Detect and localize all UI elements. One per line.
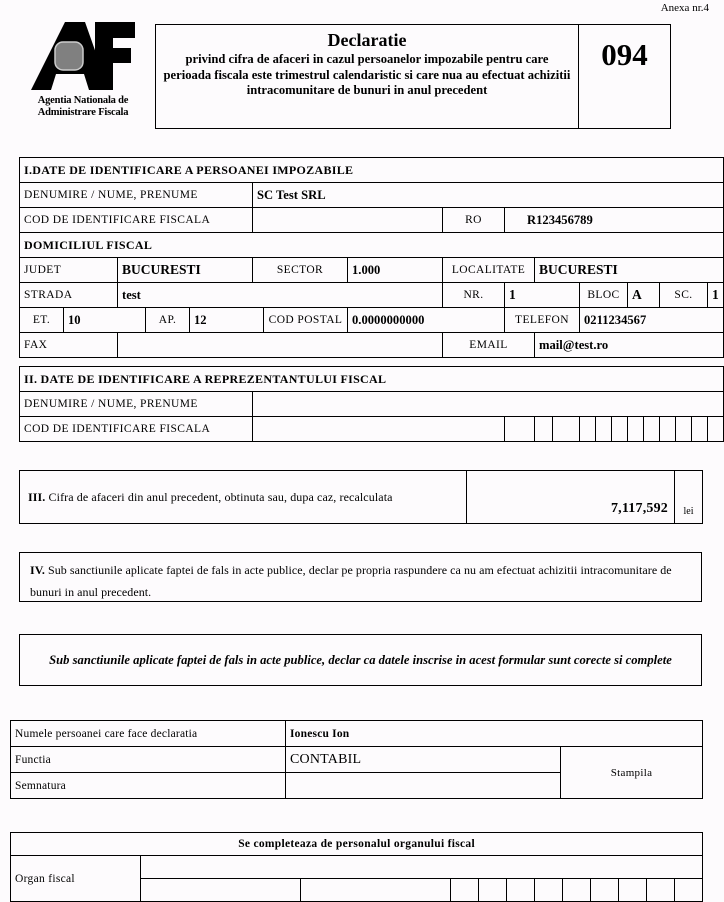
section4-box: [19, 552, 702, 602]
rep-cod-fiscal-box[interactable]: [660, 417, 676, 442]
judet-value[interactable]: BUCURESTI: [118, 258, 253, 283]
cod-postal-label: COD POSTAL: [264, 308, 348, 333]
fiscal-heading-row: [11, 833, 703, 856]
telefon-value[interactable]: 0211234567: [580, 308, 724, 333]
section3-table: [19, 470, 703, 524]
judet-label: JUDET: [20, 258, 118, 283]
oath-text: Sub sanctiunile aplicate faptei de fals in acte publice, declar ca datele inscrise in acest formular sunt corecte si complete: [49, 652, 672, 667]
section3-number: III.: [28, 490, 46, 504]
rep-cod-fiscal-box[interactable]: [535, 417, 553, 442]
bloc-value[interactable]: A: [628, 283, 660, 308]
rep-cod-fiscal-box[interactable]: [596, 417, 612, 442]
section2-name-row: [20, 392, 724, 417]
section4-text: Sub sanctiunile aplicate faptei de fals in acte publice, declar pe propria raspundere ca nu am efectuat achizitii intracomunitare de bunuri in anul precedent.: [30, 563, 672, 599]
rep-cod-fiscal-box[interactable]: [612, 417, 628, 442]
form-subtitle: privind cifra de afaceri in cazul persoanelor impozabile pentru care perioada fiscala este trimestrul calendaristic si care nua au efectuat achizitii intracomunitare de bunuri in anul precedent: [163, 52, 571, 97]
denumire-label: DENUMIRE / NUME, PRENUME: [20, 183, 253, 208]
rep-cod-fiscal-box[interactable]: [580, 417, 596, 442]
fax-label: FAX: [20, 333, 118, 358]
rep-cod-fiscal-box[interactable]: [553, 417, 580, 442]
sector-label: SECTOR: [253, 258, 348, 283]
fiscal-organ-table: [10, 832, 703, 902]
section3-label: Cifra de afaceri din anul precedent, obtinuta sau, dupa caz, recalculata: [48, 490, 393, 504]
denumire-value[interactable]: SC Test SRL: [253, 183, 724, 208]
fiscal-grid-cell[interactable]: [563, 879, 591, 902]
section3-amount[interactable]: 7,117,592: [467, 471, 675, 524]
cod-fiscal-label: COD DE IDENTIFICARE FISCALA: [20, 208, 253, 233]
rep-denumire-label: DENUMIRE / NUME, PRENUME: [20, 392, 253, 417]
fiscal-grid-cell[interactable]: [675, 879, 703, 902]
identification-table: [19, 157, 724, 442]
anaf-logo-line2: Administrare Fiscala: [37, 107, 129, 118]
section3-unit: lei: [675, 471, 703, 524]
ap-label: AP.: [146, 308, 190, 333]
cod-fiscal-prefix: RO: [443, 208, 505, 233]
declarant-label: Numele persoanei care face declaratia: [11, 721, 286, 747]
cod-fiscal-blank[interactable]: [253, 208, 443, 233]
rep-cod-fiscal-value[interactable]: [253, 417, 505, 442]
cod-postal-value[interactable]: 0.0000000000: [348, 308, 505, 333]
telefon-label: TELEFON: [505, 308, 580, 333]
cod-fiscal-value[interactable]: R123456789: [505, 208, 724, 233]
fiscal-grid-cell[interactable]: [479, 879, 507, 902]
fiscal-grid-cell[interactable]: [619, 879, 647, 902]
annex-number: Anexa nr.4: [660, 2, 709, 14]
section1-heading-row: [20, 158, 724, 183]
fiscal-grid-cell[interactable]: [451, 879, 479, 902]
rep-denumire-value[interactable]: [253, 392, 724, 417]
functia-value[interactable]: CONTABIL: [286, 747, 561, 773]
section-spacer-row: [20, 358, 724, 367]
form-header-box: [155, 24, 671, 129]
fiscal-grid-cell[interactable]: [591, 879, 619, 902]
semnatura-value[interactable]: [286, 773, 561, 799]
fax-value[interactable]: [118, 333, 443, 358]
anaf-logo-text: [18, 95, 148, 119]
fiscal-grid-cell[interactable]: [535, 879, 563, 902]
email-value[interactable]: mail@test.ro: [535, 333, 724, 358]
fiscal-organ-row: [11, 856, 703, 879]
anaf-logo-icon: [27, 20, 139, 92]
ap-value[interactable]: 12: [190, 308, 264, 333]
stampila-label: Stampila: [561, 747, 703, 799]
section4-number: IV.: [30, 563, 45, 577]
organ-fiscal-value[interactable]: [141, 856, 703, 879]
fiscal-organ-heading: Se completeaza de personalul organului fiscal: [11, 833, 703, 856]
semnatura-label: Semnatura: [11, 773, 286, 799]
section2-heading: II. DATE DE IDENTIFICARE A REPREZENTANTULUI FISCAL: [20, 367, 724, 392]
anaf-logo-line1: Agentia Nationala de: [37, 95, 129, 106]
domicile-heading: DOMICILIUL FISCAL: [20, 233, 724, 258]
section2-fiscalcode-row: [20, 417, 724, 442]
sector-value[interactable]: 1.000: [348, 258, 443, 283]
form-title-cell: [156, 25, 579, 128]
domicile-fax-row: [20, 333, 724, 358]
section1-heading: I.DATE DE IDENTIFICARE A PERSOANEI IMPOZABILE: [20, 158, 724, 183]
rep-cod-fiscal-box[interactable]: [708, 417, 724, 442]
section1-name-row: [20, 183, 724, 208]
fiscal-grid-cell[interactable]: [647, 879, 675, 902]
et-label: ET.: [20, 308, 64, 333]
domicile-strada-row: [20, 283, 724, 308]
organ-fiscal-label: Organ fiscal: [11, 856, 141, 902]
strada-value[interactable]: test: [118, 283, 443, 308]
oath-box: [19, 634, 702, 686]
section3-label-cell: [20, 471, 467, 524]
et-value[interactable]: 10: [64, 308, 146, 333]
rep-cod-fiscal-box[interactable]: [676, 417, 692, 442]
bloc-label: BLOC: [580, 283, 628, 308]
rep-cod-fiscal-box[interactable]: [692, 417, 708, 442]
rep-cod-fiscal-box[interactable]: [644, 417, 660, 442]
localitate-value[interactable]: BUCURESTI: [535, 258, 724, 283]
rep-cod-fiscal-label: COD DE IDENTIFICARE FISCALA: [20, 417, 253, 442]
signature-person-row: [11, 721, 703, 747]
strada-label: STRADA: [20, 283, 118, 308]
signature-function-row: [11, 747, 703, 773]
declarant-value[interactable]: Ionescu Ion: [286, 721, 703, 747]
section1-fiscalcode-row: [20, 208, 724, 233]
form-title: Declaratie: [327, 30, 407, 50]
email-label: EMAIL: [443, 333, 535, 358]
localitate-label: LOCALITATE: [443, 258, 535, 283]
anaf-logo-block: [18, 20, 148, 119]
nr-label: NR.: [443, 283, 505, 308]
rep-cod-fiscal-box[interactable]: [505, 417, 535, 442]
signature-table: [10, 720, 703, 799]
section3-row: [20, 471, 703, 524]
fiscal-grid-cell[interactable]: [301, 879, 451, 902]
form-code: 094: [601, 37, 648, 72]
form-code-cell: [579, 25, 670, 128]
domicile-et-row: [20, 308, 724, 333]
sc-value[interactable]: 1: [708, 283, 724, 308]
rep-cod-fiscal-box[interactable]: [628, 417, 644, 442]
fiscal-grid-cell[interactable]: [507, 879, 535, 902]
nr-value[interactable]: 1: [505, 283, 580, 308]
domicile-heading-row: [20, 233, 724, 258]
domicile-judet-row: [20, 258, 724, 283]
sc-label: SC.: [660, 283, 708, 308]
section2-heading-row: [20, 367, 724, 392]
fiscal-grid-cell[interactable]: [141, 879, 301, 902]
functia-label: Functia: [11, 747, 286, 773]
